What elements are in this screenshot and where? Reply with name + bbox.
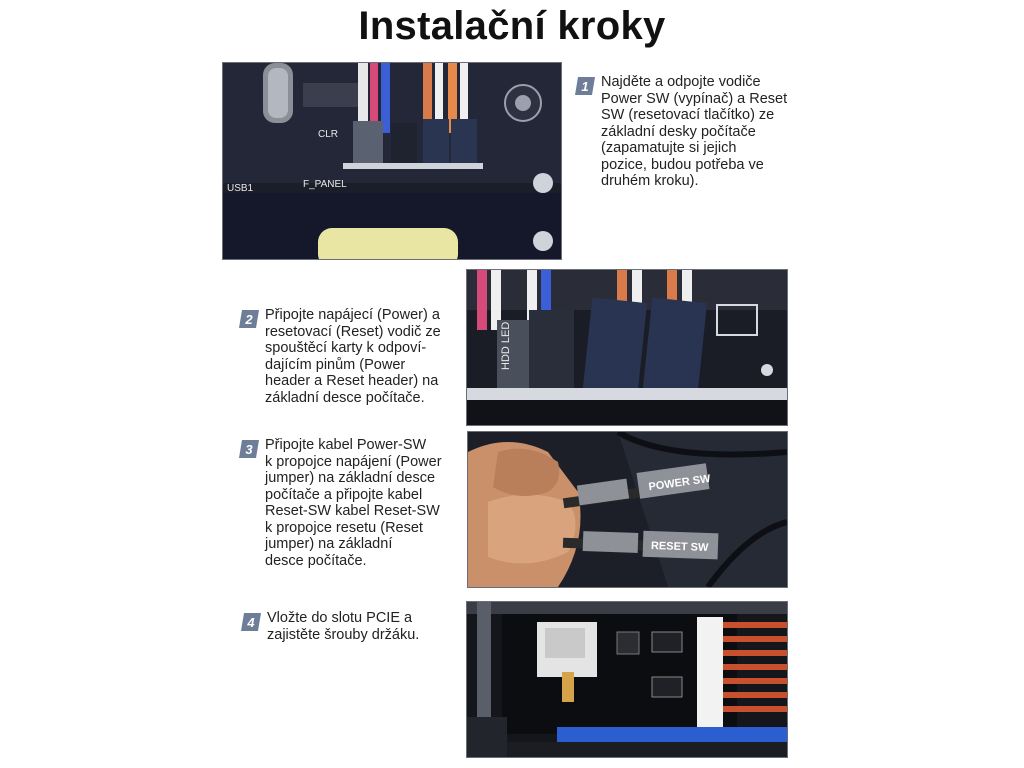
step-text: Připojte napájecí (Power) a resetovací (Reset) vodič ze spouštěcí karty k odpoví- dajícím pinům (Power header a Reset header) na základní desce počítače.	[265, 307, 441, 406]
photo-header-connectors	[466, 269, 788, 426]
step-number: 4	[247, 615, 255, 630]
step-1	[574, 74, 814, 190]
photo3-label-power-sw: POWER SW	[647, 472, 712, 494]
step-number: 2	[245, 312, 253, 327]
step-text: Připojte kabel Power-SW k propojce napájení (Power jumper) na základní desce počítače a připojte kabel Reset-SW kabel Reset-SW k propojce resetu (Reset jumper) na základní desce počítače.	[265, 437, 442, 569]
step-text: Najděte a odpojte vodiče Power SW (vypínač) a Reset SW (resetovací tlačítko) ze základní desky počítače (zapamatujte si jejich pozice, budou potřeba ve druhém kroku).	[601, 74, 788, 189]
step-number-icon	[238, 438, 260, 460]
page-title: Instalační kroky	[358, 4, 666, 48]
step-number-icon	[240, 611, 262, 633]
step-text: Vložte do slotu PCIE a zajistěte šrouby držáku.	[267, 610, 420, 643]
photo-card-in-pcie-slot-illustration	[467, 602, 787, 757]
photo-motherboard-front-panel-illustration	[223, 63, 561, 259]
step-3	[238, 437, 466, 569]
step-number: 3	[245, 442, 253, 457]
step-4	[240, 610, 466, 643]
photo3-label-reset-sw: RESET SW	[650, 539, 709, 554]
photo-motherboard-front-panel	[222, 62, 562, 260]
photo1-label-clr: CLR	[318, 129, 339, 140]
step-number-icon	[574, 75, 596, 97]
photo-header-connectors-illustration	[467, 270, 787, 425]
photo1-label-f-panel: F_PANEL	[303, 179, 347, 190]
step-number: 1	[581, 79, 589, 94]
photo-power-reset-cables	[467, 431, 788, 588]
step-number-icon	[238, 308, 260, 330]
step-2	[238, 307, 466, 406]
photo2-label-hdd-led: HDD LED	[500, 321, 512, 370]
photo-power-reset-cables-illustration	[468, 432, 787, 587]
photo-card-in-pcie-slot	[466, 601, 788, 758]
photo1-label-usb1: USB1	[227, 183, 254, 194]
